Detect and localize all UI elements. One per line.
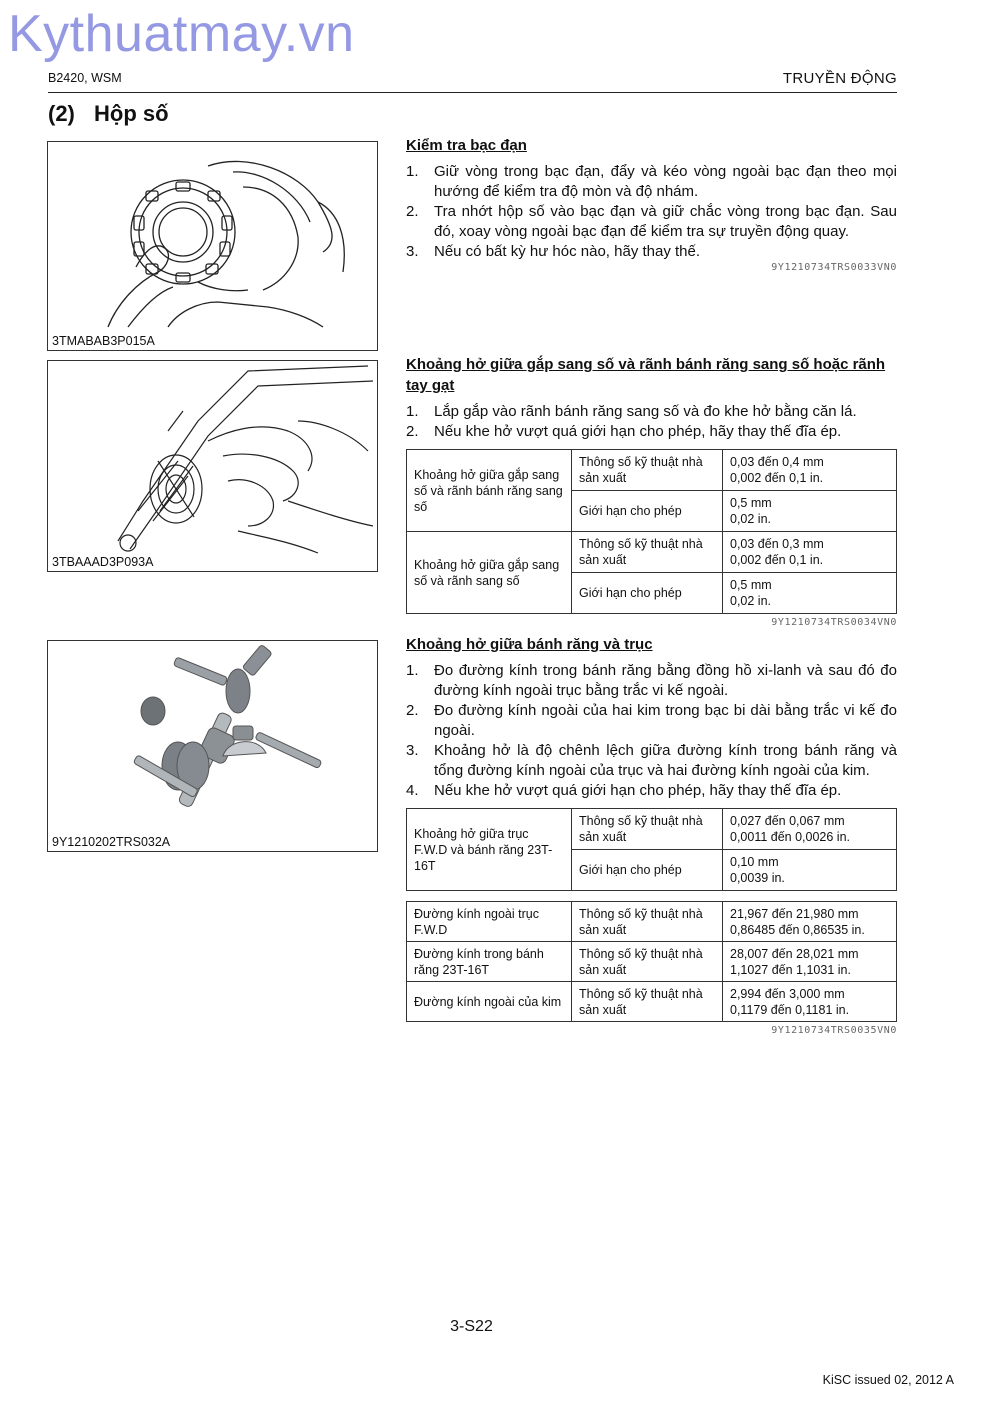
gear-shaft-steps [406,661,897,801]
list-item: 2. Đo đường kính ngoài của hai kim trong bạc bi dài bằng trắc vi kế đo ngoài. [406,702,897,739]
list-item: 1. Lắp gắp vào rãnh bánh răng sang số và đo khe hở bằng căn lá. [406,403,857,420]
limit-label: Giới hạn cho phép [572,491,723,532]
spec-value: 0,03 đến 0,4 mm 0,002 đến 0,1 in. [723,450,897,491]
shift-fork-steps [406,402,897,442]
shift-fork-section [406,354,897,628]
gear-shaft-clearance-table [406,808,897,891]
dimension-spec-table [406,901,897,1022]
bearing-check-title: Kiểm tra bạc đạn [406,137,527,154]
figure-bearing [47,141,378,351]
table-row [407,532,897,573]
spec-label: Thông số kỹ thuật nhà sản xuất [572,809,723,850]
list-item: 2. Nếu khe hở vượt quá giới hạn cho phép, hãy thay thế đĩa ép. [406,423,842,440]
reference-code: 9Y1210734TRS0034VN0 [771,617,897,628]
section-number: (2) [48,101,75,126]
spec-item: Khoảng hở giữa gắp sang số và rãnh bánh răng sang số [407,450,572,532]
spec-value: 0,03 đến 0,3 mm 0,002 đến 0,1 in. [723,532,897,573]
spec-item: Khoảng hở giữa trục F.W.D và bánh răng 23T-16T [407,809,572,891]
spec-item: Đường kính ngoài trục F.W.D [407,902,572,942]
spec-label: Thông số kỹ thuật nhà sản xuất [572,450,723,491]
bearing-check-section [406,135,897,273]
limit-value: 0,5 mm 0,02 in. [723,491,897,532]
spec-item: Đường kính ngoài của kim [407,982,572,1022]
spec-value: 28,007 đến 28,021 mm 1,1027 đến 1,1031 in. [723,942,897,982]
shift-fork-clearance-illustration-icon [48,361,379,556]
page-number: 3-S22 [450,1318,493,1335]
table-row [407,982,897,1022]
limit-label: Giới hạn cho phép [572,573,723,614]
spec-label: Thông số kỹ thuật nhà sản xuất [572,902,723,942]
table-row [407,450,897,491]
spec-value: 0,027 đến 0,067 mm 0,0011 đến 0,0026 in. [723,809,897,850]
shift-fork-spec-table [406,449,897,614]
site-watermark: Kythuatmay.vn [8,5,355,63]
shaft-gear-measurement-photo-icon [48,641,379,836]
figure-shaft-gears [47,640,378,852]
table-row [407,942,897,982]
figure-caption: 9Y1210202TRS032A [52,835,171,849]
figure-caption: 3TMABAB3P015A [52,334,155,348]
list-item: 3. Nếu có bất kỳ hư hóc nào, hãy thay thế. [406,243,701,260]
gear-shaft-title: Khoảng hở giữa bánh răng và trục [406,636,653,653]
spec-value: 2,994 đến 3,000 mm 0,1179 đến 0,1181 in. [723,982,897,1022]
bearing-check-steps [406,162,897,262]
section-title [48,101,169,127]
table-row [407,809,897,850]
table-row [407,902,897,942]
spec-item: Khoảng hở giữa gắp sang số và rãnh sang số [407,532,572,614]
issue-info: KiSC issued 02, 2012 A [822,1373,954,1387]
spec-label: Thông số kỹ thuật nhà sản xuất [572,532,723,573]
header-divider [48,92,897,93]
spec-value: 21,967 đến 21,980 mm 0,86485 đến 0,86535 in. [723,902,897,942]
list-item: 1. Giữ vòng trong bạc đạn, đẩy và kéo vòng ngoài bạc đạn theo mọi hướng để kiểm tra độ mòn và độ nhám. [406,163,897,200]
gear-shaft-section [406,634,897,1036]
figure-shift-fork [47,360,378,572]
figure-caption: 3TBAAAD3P093A [52,555,154,569]
limit-value: 0,5 mm 0,02 in. [723,573,897,614]
spec-label: Thông số kỹ thuật nhà sản xuất [572,942,723,982]
reference-code: 9Y1210734TRS0035VN0 [771,1025,897,1036]
list-item: 1. Đo đường kính trong bánh răng bằng đồng hồ xi-lanh và sau đó đo đường kính ngoài trục bằng trắc vi kế ngoài. [406,662,897,699]
list-item: 2. Tra nhớt hộp số vào bạc đạn và giữ chắc vòng trong bạc đạn. Sau đó, xoay vòng ngoài bạc đạn để kiểm tra sự truyền động quay. [406,203,897,240]
list-item: 3. Khoảng hở là độ chênh lệch giữa đường kính trong bánh răng và tổng đường kính ngoài của trục và hai đường kính ngoài của kim. [406,742,897,779]
bearing-inspection-illustration-icon [48,142,379,332]
limit-value: 0,10 mm 0,0039 in. [723,850,897,891]
section-name: Hộp số [94,101,169,126]
spec-item: Đường kính trong bánh răng 23T-16T [407,942,572,982]
list-item: 4. Nếu khe hở vượt quá giới hạn cho phép, hãy thay thế đĩa ép. [406,782,842,799]
shift-fork-title: Khoảng hở giữa gắp sang số và rãnh bánh răng sang số hoặc rãnh tay gạt [406,356,886,394]
manual-code: B2420, WSM [48,71,122,85]
chapter-title: TRUYỀN ĐỘNG [782,70,897,87]
reference-code: 9Y1210734TRS0033VN0 [771,262,897,273]
limit-label: Giới hạn cho phép [572,850,723,891]
spec-label: Thông số kỹ thuật nhà sản xuất [572,982,723,1022]
